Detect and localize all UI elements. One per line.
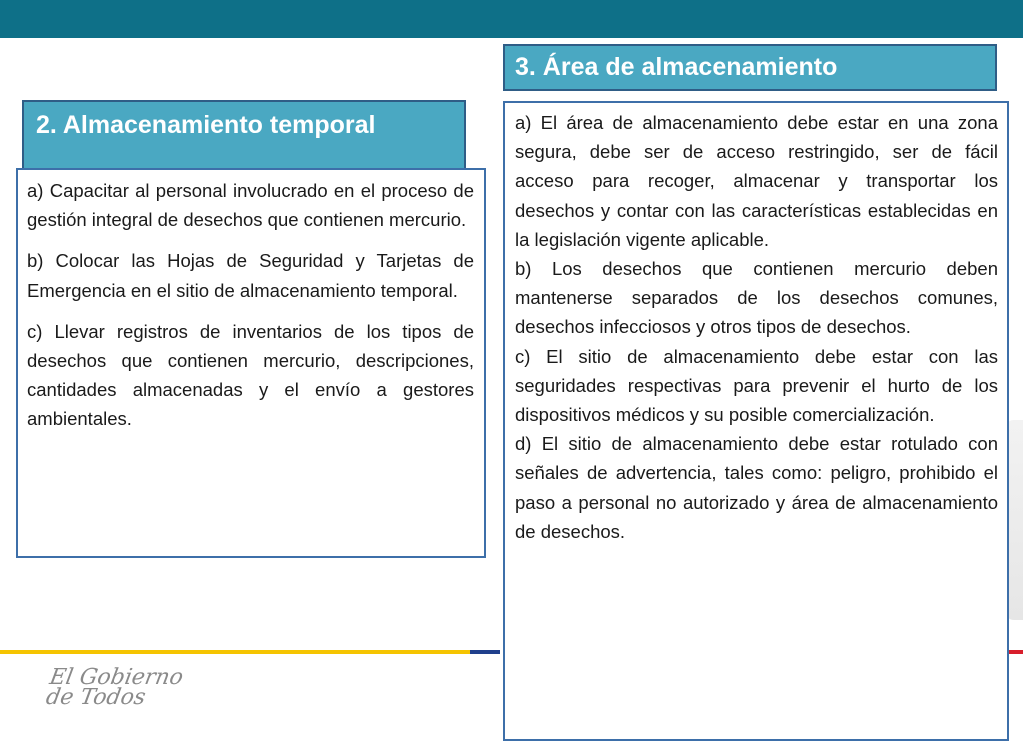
- section-3-title: 3. Área de almacenamiento: [515, 53, 838, 81]
- top-bar: [0, 0, 1023, 38]
- section-3-item-c: c) El sitio de almacenamiento debe estar con las seguridades respectivas para prevenir el hurto de los dispositivos médicos y su posible comercialización.: [515, 345, 998, 426]
- section-2-content: [16, 168, 486, 558]
- logo-line-2: de Todos: [44, 685, 148, 710]
- government-logo: [44, 665, 186, 710]
- section-3-item-a: a) El área de almacenamiento debe estar en una zona segura, debe ser de acceso restringido, ser de fácil acceso para recoger, almacenar y transportar los desechos y contar con las características establecidas en la legislación vigente aplicable.: [515, 112, 998, 250]
- section-2-header: [22, 100, 466, 172]
- section-2-title: 2. Almacenamiento temporal: [36, 110, 376, 139]
- flag-stripe-red: [1009, 650, 1023, 654]
- section-2-item-c: c) Llevar registros de inventarios de los tipos de desechos que contienen mercurio, descripciones, cantidades almacenadas y el envío a gestores ambientales.: [27, 320, 474, 430]
- section-3-item-d: d) El sitio de almacenamiento debe estar rotulado con señales de advertencia, tales como: peligro, prohibido el paso a personal no autorizado y área de almacenamiento de desechos.: [515, 433, 998, 542]
- section-3-content: [503, 101, 1009, 741]
- section-2-item-b: b) Colocar las Hojas de Seguridad y Tarjetas de Emergencia en el sitio de almacenamiento temporal.: [27, 250, 474, 301]
- flag-stripe-yellow: [0, 650, 470, 654]
- section-3-header: [503, 44, 997, 91]
- flag-stripe-blue: [470, 650, 500, 654]
- section-3-item-b: b) Los desechos que contienen mercurio deben mantenerse separados de los desechos comunes, desechos infecciosos y otros tipos de desechos.: [515, 258, 998, 338]
- section-2-item-a: a) Capacitar al personal involucrado en el proceso de gestión integral de desechos que contienen mercurio.: [27, 180, 474, 231]
- logo-line-1: El Gobierno: [47, 665, 186, 690]
